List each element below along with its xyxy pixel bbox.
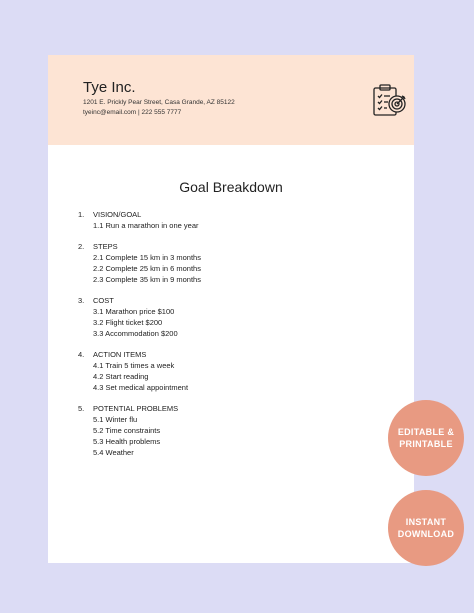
section-vision — [78, 209, 201, 231]
section-number: 4. — [78, 350, 85, 359]
section-cost — [78, 295, 201, 339]
goal-sections — [78, 209, 201, 468]
company-name: Tye Inc. — [83, 79, 136, 96]
section-item: 4.1 Train 5 times a week — [93, 361, 175, 370]
company-address: 1201 E. Prickly Pear Street, Casa Grande, AZ 85122 — [83, 99, 235, 106]
section-potential-problems — [78, 403, 201, 458]
editable-printable-badge — [388, 400, 464, 476]
section-item: 5.1 Winter flu — [93, 415, 138, 424]
instant-download-badge — [388, 490, 464, 566]
section-heading: POTENTIAL PROBLEMS — [93, 404, 179, 413]
section-item: 5.3 Health problems — [93, 437, 161, 446]
section-number: 5. — [78, 404, 85, 413]
company-contact: tyeinc@email.com | 222 555 7777 — [83, 109, 182, 116]
section-number: 2. — [78, 242, 85, 251]
section-action-items — [78, 349, 201, 393]
section-heading: ACTION ITEMS — [93, 350, 147, 359]
section-item: 3.1 Marathon price $100 — [93, 307, 175, 316]
document-header — [48, 55, 414, 145]
document-page — [48, 55, 414, 563]
section-number: 1. — [78, 210, 85, 219]
section-item: 2.3 Complete 35 km in 9 months — [93, 275, 201, 284]
clipboard-target-icon — [371, 82, 407, 118]
section-item: 4.3 Set medical appointment — [93, 383, 189, 392]
section-number: 3. — [78, 296, 85, 305]
section-steps — [78, 241, 201, 285]
badge-line: PRINTABLE — [399, 439, 453, 449]
section-heading: COST — [93, 296, 114, 305]
section-item: 2.1 Complete 15 km in 3 months — [93, 253, 201, 262]
section-item: 3.2 Flight ticket $200 — [93, 318, 163, 327]
section-item: 3.3 Accommodation $200 — [93, 329, 178, 338]
document-title: Goal Breakdown — [179, 179, 283, 195]
badge-line: EDITABLE & — [397, 427, 455, 437]
section-item: 5.4 Weather — [93, 448, 134, 457]
section-item: 1.1 Run a marathon in one year — [93, 221, 199, 230]
section-item: 4.2 Start reading — [93, 372, 149, 381]
badge-line: DOWNLOAD — [397, 529, 455, 539]
section-item: 2.2 Complete 25 km in 6 months — [93, 264, 201, 273]
section-item: 5.2 Time constraints — [93, 426, 161, 435]
section-heading: VISION/GOAL — [93, 210, 142, 219]
badge-line: INSTANT — [405, 517, 447, 527]
section-heading: STEPS — [93, 242, 118, 251]
